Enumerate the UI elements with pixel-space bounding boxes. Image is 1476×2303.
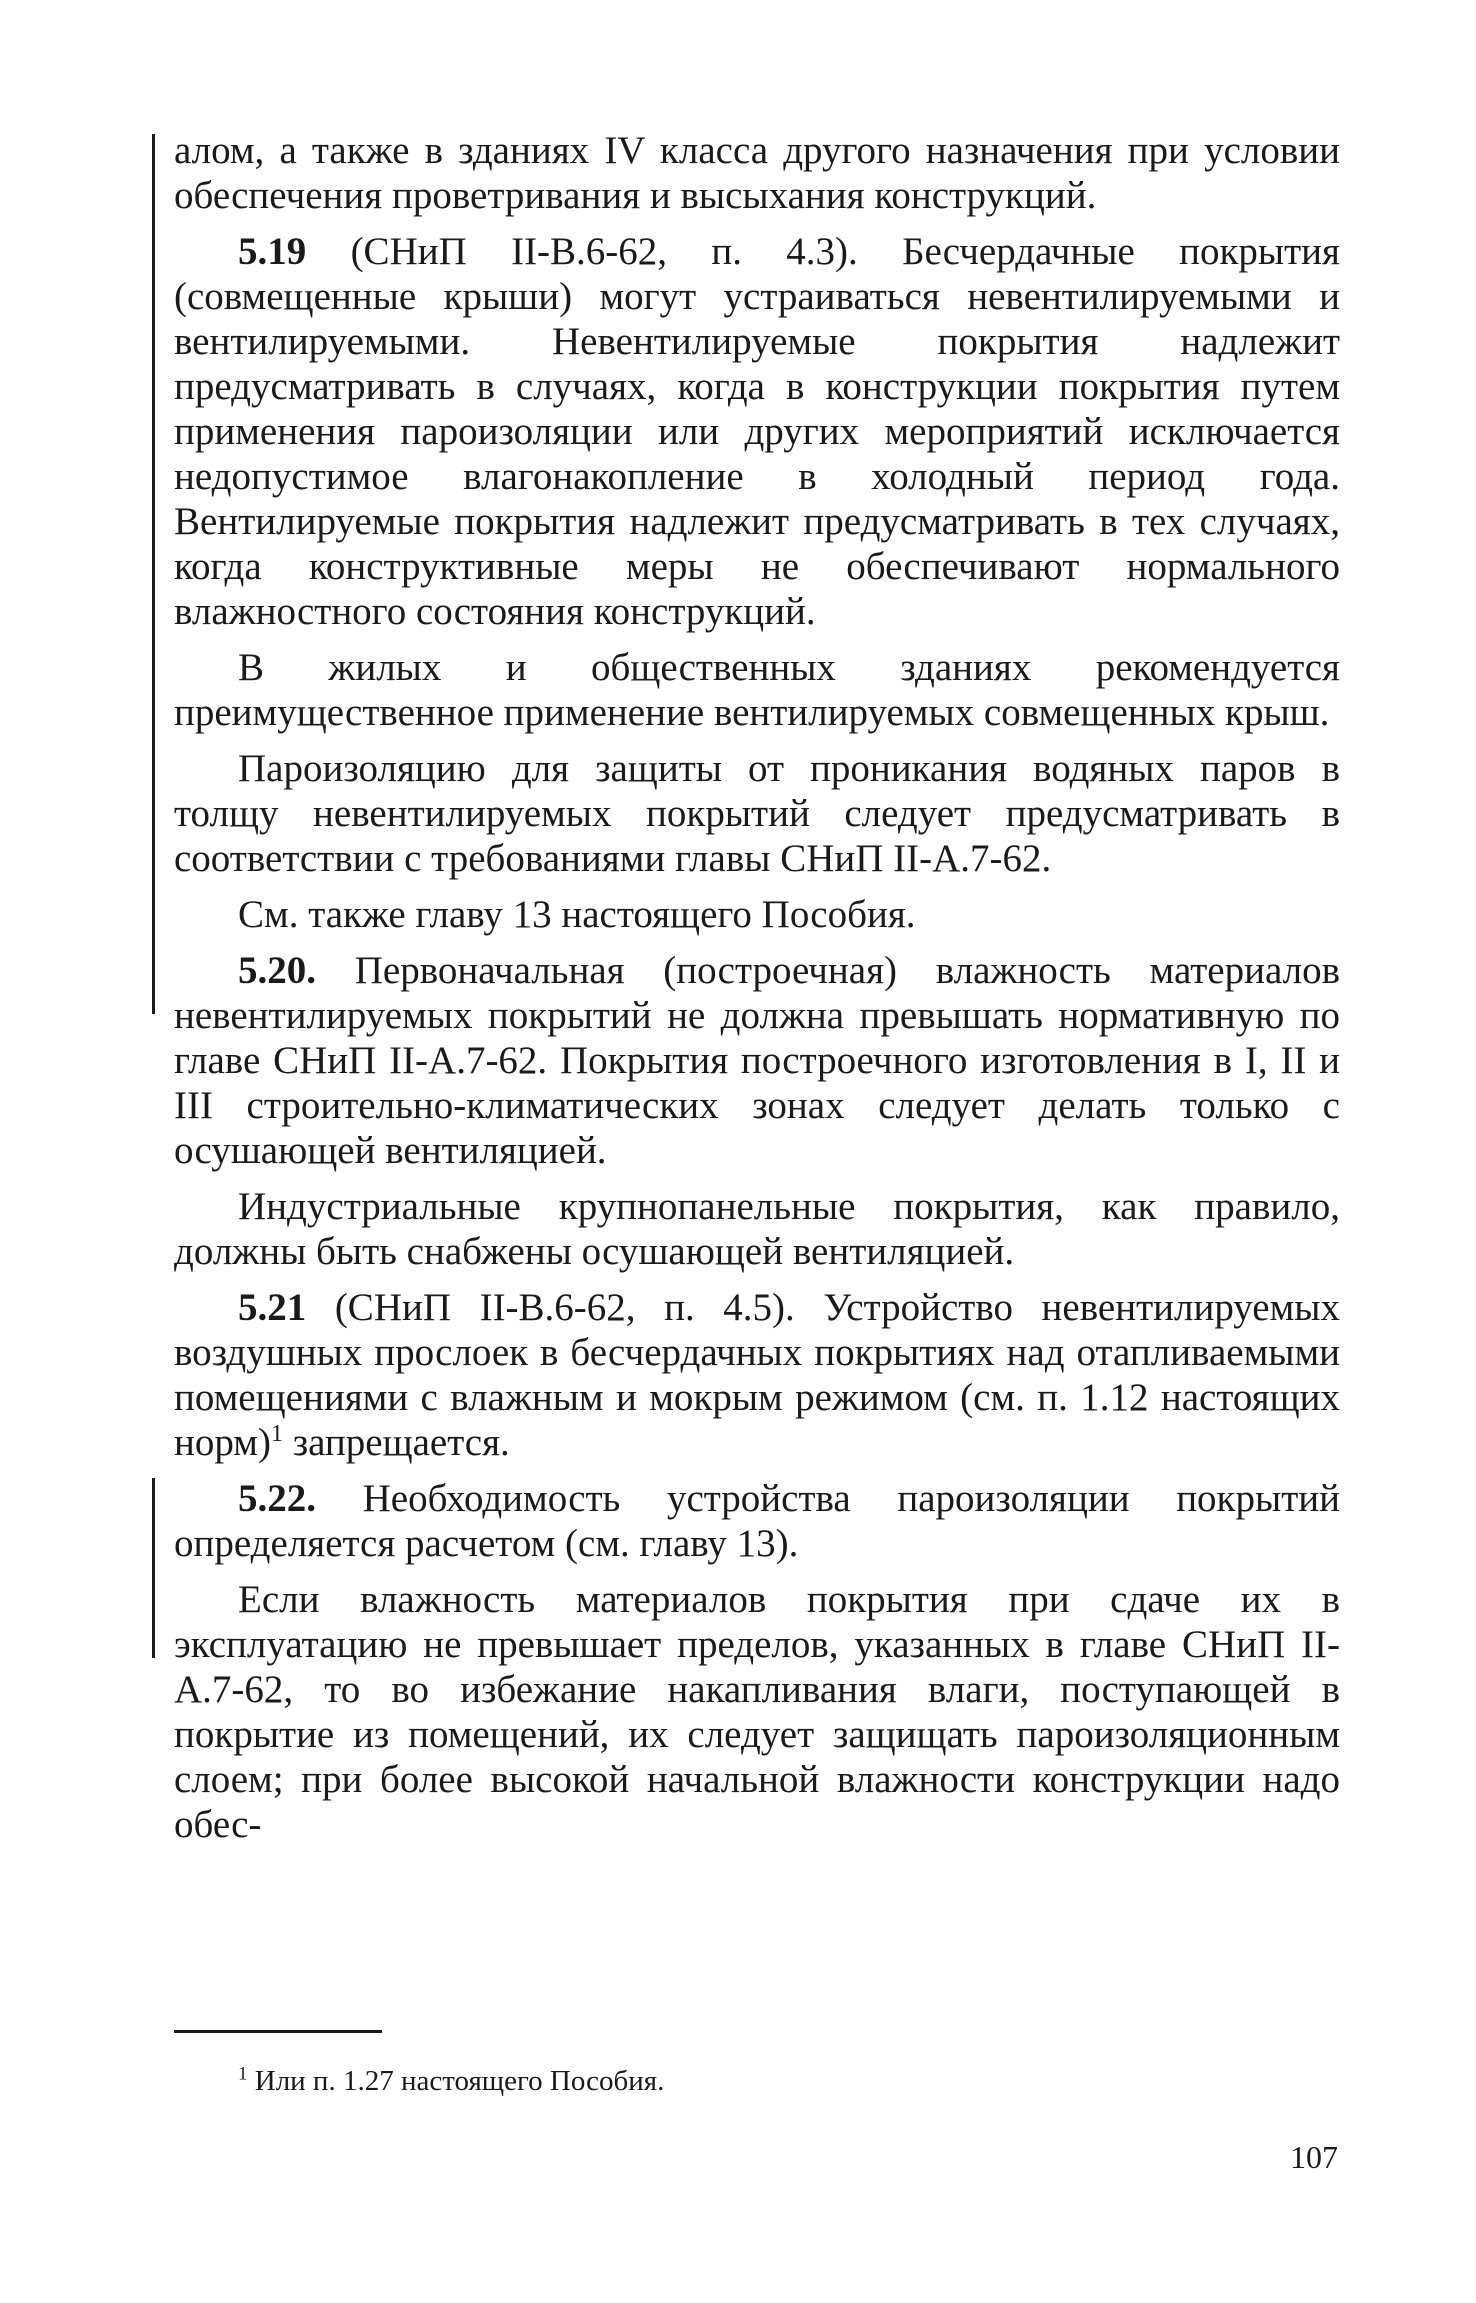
paragraph-5-20 — [174, 948, 1340, 1173]
paragraph-text: Первоначальная (построечная) влажность материалов невентилируемых покрытий не должна превышать нормативную по главе СНиП II-А.7-62. Покрытия построечного изготовления в I, II и III строительно-климатических зонах следует делать только с осушающей вентиляцией. — [174, 949, 1340, 1172]
paragraph-text: Необходимость устройства пароизоляции покрытий определяется расчетом (см. главу 13). — [174, 1477, 1340, 1565]
margin-change-bar-middle — [152, 1478, 155, 1658]
footnote — [238, 2064, 664, 2098]
paragraph-5-19 — [174, 229, 1340, 634]
page-body — [174, 128, 1340, 1847]
clause-number: 5.19 — [238, 230, 307, 273]
clause-number: 5.22. — [238, 1477, 316, 1520]
paragraph-5-22-moisture: Если влажность материалов покрытия при сдаче их в эксплуатацию не превышает пределов, указанных в главе СНиП II-А.7-62, то во избежание накапливания влаги, поступающей в покрытие из помещений, их следует защищать пароизоляционным слоем; при более высокой начальной влажности конструкции надо обес- — [174, 1578, 1340, 1846]
footnote-divider — [174, 2030, 382, 2033]
paragraph-5-21 — [174, 1285, 1340, 1465]
footnote-mark: 1 — [238, 2063, 248, 2085]
paragraph-text-tail: запрещается. — [282, 1421, 510, 1464]
footnote-reference: 1 — [270, 1421, 283, 1447]
paragraph-5-19-residential: В жилых и общественных зданиях рекомендуется преимущественное применение вентилируемых совмещенных крыш. — [174, 646, 1340, 734]
paragraph-5-22 — [174, 1476, 1340, 1566]
paragraph-5-19-vapor-barrier: Пароизоляцию для защиты от проникания водяных паров в толщу невентилируемых покрытий следует предусматривать в соответствии с требованиями главы СНиП II-А.7-62. — [174, 747, 1340, 880]
paragraph-5-19-see-also: См. также главу 13 настоящего Пособия. — [238, 893, 916, 936]
paragraph-continuation: алом, а также в зданиях IV класса другого назначения при условии обеспечения проветривания и высыхания конструкций. — [174, 129, 1340, 217]
page-number: 107 — [1290, 2139, 1338, 2175]
clause-number: 5.20. — [238, 949, 316, 992]
margin-change-bar-top — [152, 134, 155, 1014]
footnote-text: Или п. 1.27 настоящего Пособия. — [247, 2065, 665, 2097]
paragraph-text: (СНиП II-В.6-62, п. 4.3). Бесчердачные покрытия (совмещенные крыши) могут устраиваться невентилируемыми и вентилируемыми. Невентилируемые покрытия надлежит предусматривать в случаях, когда в конструкции покрытия путем применения пароизоляции или других мероприятий исключается недопустимое влагонакопление в холодный период года. Вентилируемые покрытия надлежит предусматривать в тех случаях, когда конструктивные меры не обеспечивают нормального влажностного состояния конструкций. — [174, 230, 1340, 633]
clause-number: 5.21 — [238, 1286, 307, 1329]
paragraph-text: (СНиП II-В.6-62, п. 4.5). Устройство невентилируемых воздушных прослоек в бесчердачных покрытиях над отапливаемыми помещениями с влажным и мокрым режимом (см. п. 1.12 настоящих норм) — [174, 1286, 1340, 1464]
paragraph-5-20-industrial: Индустриальные крупнопанельные покрытия, как правило, должны быть снабжены осушающей вентиляцией. — [174, 1185, 1340, 1273]
